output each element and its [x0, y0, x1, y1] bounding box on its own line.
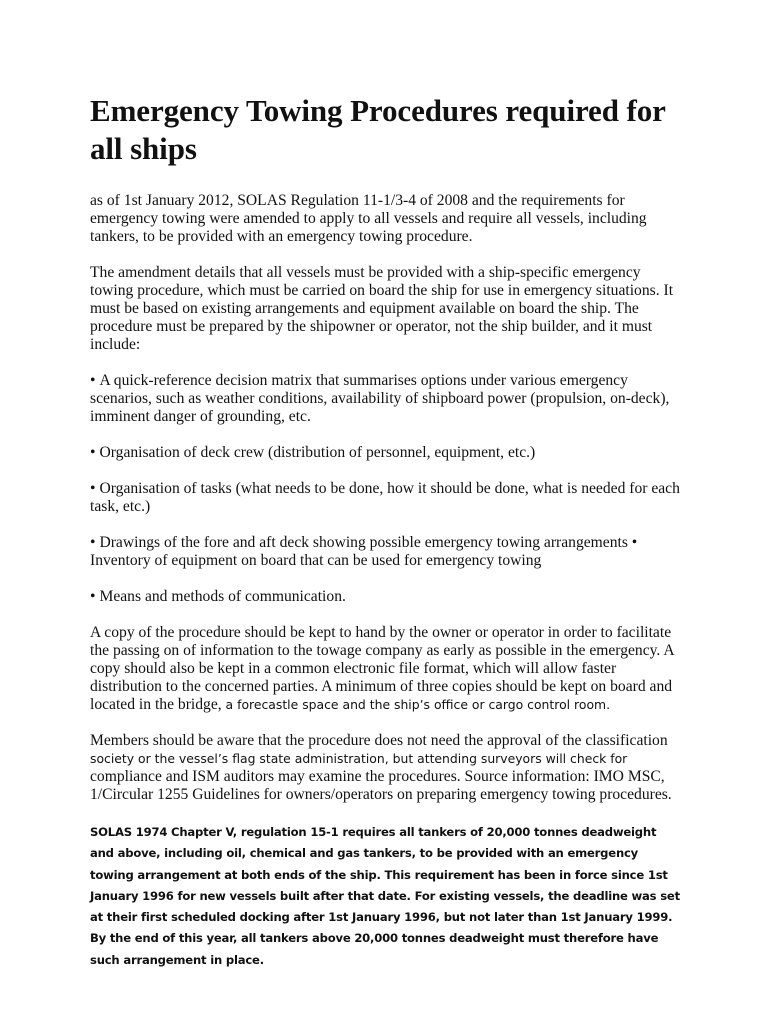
bullet-text: Organisation of tasks (what needs to be done, how it should be done, what is needed for each task, etc.) [90, 480, 680, 515]
members-paragraph-line-3: compliance and ISM auditors may examine the procedures. Source information: IMO MSC, 1/Circular 1255 Guidelines for owners/operators on preparing emergency towing procedures. [90, 768, 672, 803]
members-paragraph [90, 732, 682, 804]
bullet-icon: • [90, 588, 96, 605]
intro-paragraph: as of 1st January 2012, SOLAS Regulation 11-1/3-4 of 2008 and the requirements for emergency towing were amended to apply to all vessels and require all vessels, including tankers, to be provided with an emergency towing procedure. [90, 192, 647, 245]
bullet-text: Drawings of the fore and aft deck showing possible emergency towing arrangements • Inventory of equipment on board that can be used for emergency towing [90, 534, 638, 569]
bullet-text: A quick-reference decision matrix that summarises options under various emergency scenarios, such as weather conditions, availability of shipboard power (propulsion, on-deck), imminent danger of grounding, etc. [90, 372, 670, 425]
bullet-item [90, 588, 682, 606]
bullet-item [90, 444, 682, 462]
members-paragraph-line-1: Members should be aware that the procedure does not need the approval of the classification [90, 732, 668, 749]
bullet-icon: • [90, 444, 96, 461]
amendment-paragraph: The amendment details that all vessels must be provided with a ship-specific emergency towing procedure, which must be carried on board the ship for use in emergency situations. It must be based on existing arrangements and equipment available on board the ship. The procedure must be prepared by the shipowner or operator, not the ship builder, and it must include: [90, 264, 674, 353]
members-paragraph-line-2: society or the vessel’s flag state administration, but attending surveyors will check for [90, 751, 628, 766]
solas-paragraph: SOLAS 1974 Chapter V, regulation 15-1 requires all tankers of 20,000 tonnes deadweight and above, including oil, chemical and gas tankers, to be provided with an emergency towing arrangement at both ends of the ship. This requirement has been in force since 1st January 1996 for new vessels built after that date. For existing vessels, the deadline was set at their first scheduled docking after 1st January 1996, but not later than 1st January 1999. By the end of this year, all tankers above 20,000 tonnes deadweight must therefore have such arrangement in place. [90, 825, 680, 967]
bullet-item [90, 372, 682, 426]
document-page [90, 92, 682, 971]
bullet-item [90, 480, 682, 516]
bullet-icon: • [90, 480, 96, 497]
copy-paragraph [90, 624, 682, 714]
copy-paragraph-tail: a forecastle space and the ship’s office or cargo control room. [225, 697, 611, 712]
copy-paragraph-text: A copy of the procedure should be kept to hand by the owner or operator in order to facilitate the passing on of information to the towage company as early as possible in the emergency. A copy should also be kept in a common electronic file format, which will allow faster distribution to the concerned parties. A minimum of three copies should be kept on board and located in the bridge, [90, 624, 674, 713]
bullet-icon: • [90, 534, 96, 551]
bullet-text: Means and methods of communication. [99, 588, 346, 605]
page-title: Emergency Towing Procedures required for all ships [90, 93, 666, 166]
bullet-text: Organisation of deck crew (distribution of personnel, equipment, etc.) [99, 444, 536, 461]
bullet-icon: • [90, 372, 96, 389]
bullet-item [90, 534, 682, 570]
